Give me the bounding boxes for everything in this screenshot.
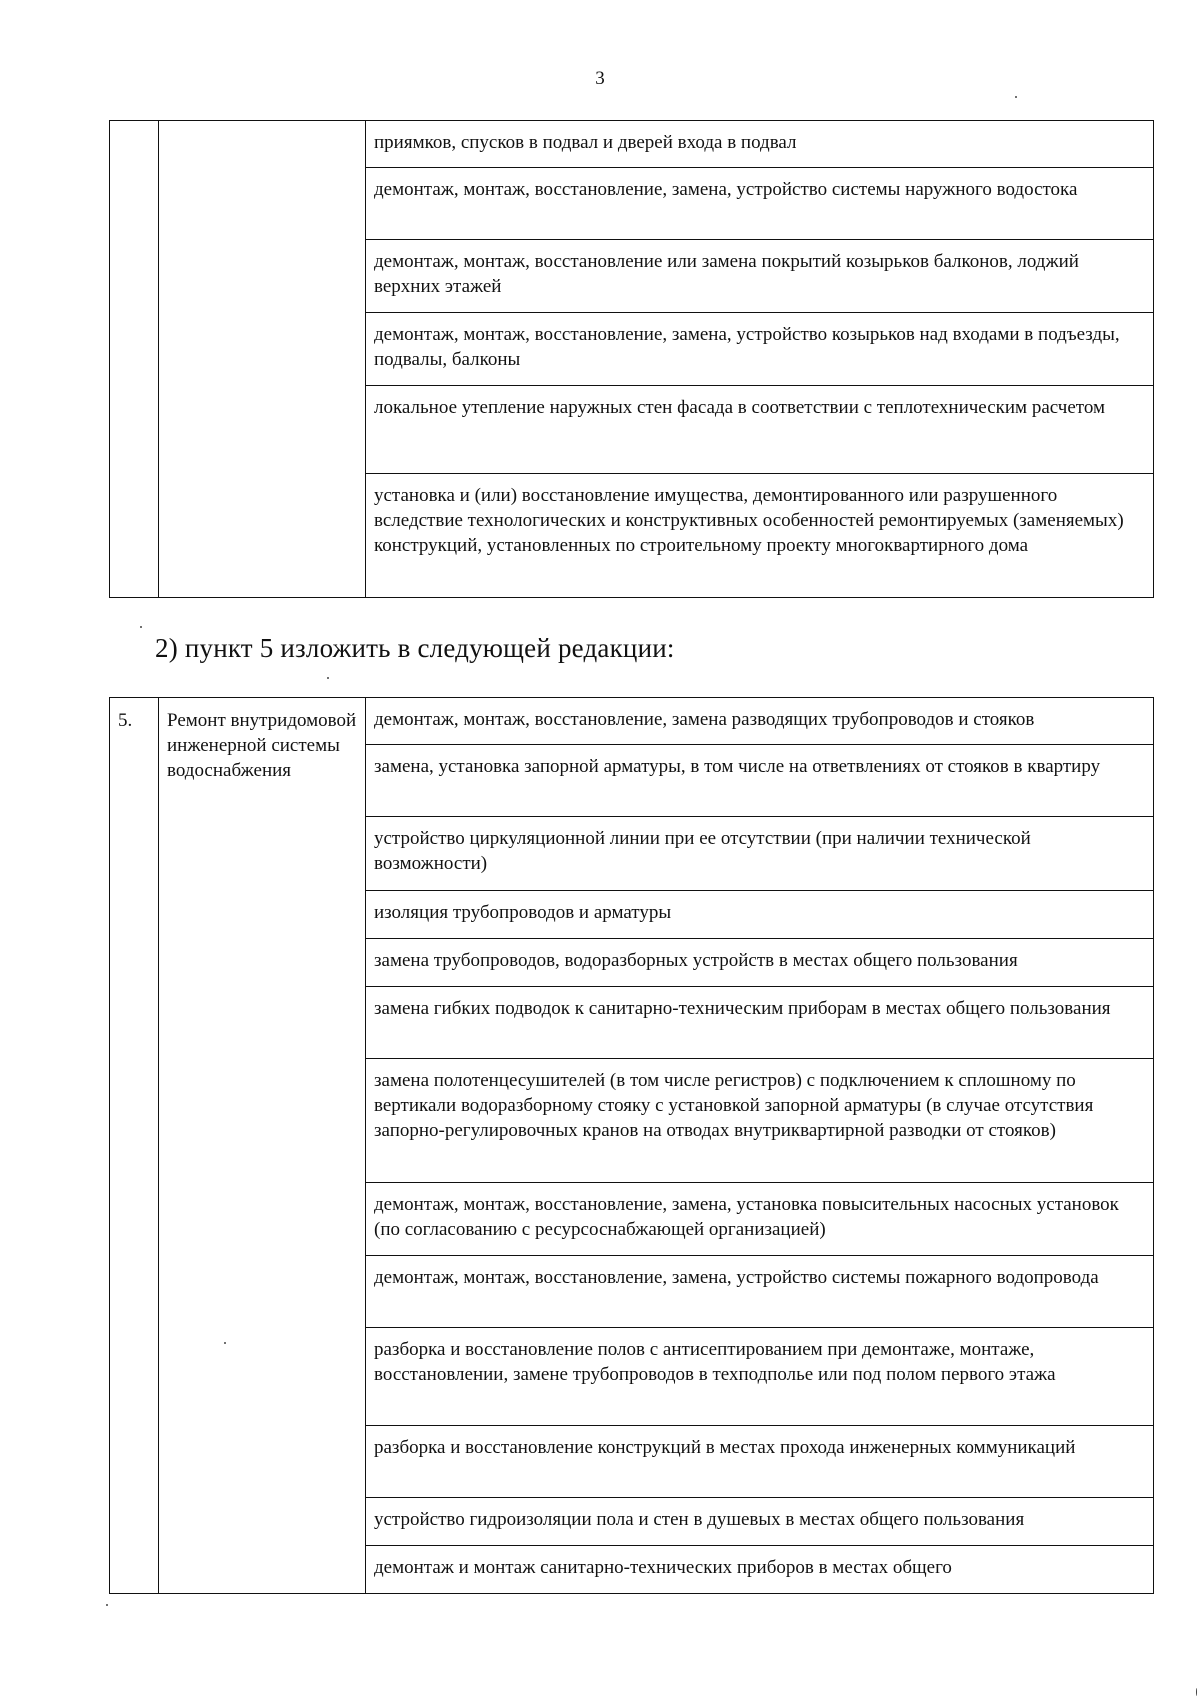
work-item: замена гибких подводок к санитарно-техническим приборам в местах общего пользования (366, 987, 1154, 1059)
works-table-item-5 (109, 697, 1154, 1594)
work-item: демонтаж, монтаж, восстановление, замена разводящих трубопроводов и стояков (366, 698, 1154, 745)
scan-speck (327, 677, 329, 679)
work-item: устройство гидроизоляции пола и стен в душевых в местах общего пользования (366, 1498, 1154, 1546)
work-item: изоляция трубопроводов и арматуры (366, 891, 1154, 939)
works-table-continuation (109, 120, 1154, 598)
work-item: разборка и восстановление полов с антисептированием при демонтаже, монтаже, восстановлении, замене трубопроводов в техподполье или под полом первого этажа (366, 1328, 1154, 1426)
page-number: 3 (595, 68, 605, 89)
item-number: 5. (118, 710, 133, 731)
work-item: демонтаж, монтаж, восстановление или замена покрытий козырьков балконов, лоджий верхних этажей (366, 240, 1154, 313)
work-item: разборка и восстановление конструкций в местах прохода инженерных коммуникаций (366, 1426, 1154, 1498)
table-row (110, 121, 1154, 168)
work-item: демонтаж, монтаж, восстановление, замена, установка повысительных насосных установок (по согласованию с ресурсоснабжающей организацией) (366, 1183, 1154, 1256)
section-heading: 2) пункт 5 изложить в следующей редакции: (155, 633, 675, 663)
work-type-cell (159, 698, 366, 1594)
table-row (110, 698, 1154, 745)
number-cell (110, 121, 159, 598)
scan-speck (224, 1342, 226, 1344)
number-cell (110, 698, 159, 1594)
scan-speck (140, 626, 142, 628)
work-item: устройство циркуляционной линии при ее отсутствии (при наличии технической возможности) (366, 817, 1154, 891)
work-type-label: Ремонт внутридомовой инженерной системы водоснабжения (167, 710, 357, 781)
work-item: замена полотенцесушителей (в том числе регистров) с подключением к сплошному по вертикали водоразборному стояку с установкой запорной арматуры (в случае отсутствия запорно-регулировочных кранов на отводах внутриквартирной разводки от стояков) (366, 1059, 1154, 1183)
work-item: установка и (или) восстановление имущества, демонтированного или разрушенного вследствие технологических и конструктивных особенностей ремонтируемых (заменяемых) конструкций, установленных по строительному проекту многоквартирного дома (366, 474, 1154, 598)
work-item: замена трубопроводов, водоразборных устройств в местах общего пользования (366, 939, 1154, 987)
work-type-cell (159, 121, 366, 598)
work-item: замена, установка запорной арматуры, в том числе на ответвлениях от стояков в квартиру (366, 745, 1154, 817)
work-item: демонтаж, монтаж, восстановление, замена, устройство козырьков над входами в подъезды, подвалы, балконы (366, 313, 1154, 386)
work-item: демонтаж и монтаж санитарно-технических приборов в местах общего (366, 1546, 1154, 1594)
scan-speck (1015, 96, 1017, 98)
scan-speck (1196, 1688, 1197, 1696)
work-item: демонтаж, монтаж, восстановление, замена, устройство системы наружного водостока (366, 168, 1154, 240)
work-item: демонтаж, монтаж, восстановление, замена, устройство системы пожарного водопровода (366, 1256, 1154, 1328)
work-item: локальное утепление наружных стен фасада в соответствии с теплотехническим расчетом (366, 386, 1154, 474)
work-item: приямков, спусков в подвал и дверей входа в подвал (366, 121, 1154, 168)
scan-speck (106, 1604, 108, 1606)
